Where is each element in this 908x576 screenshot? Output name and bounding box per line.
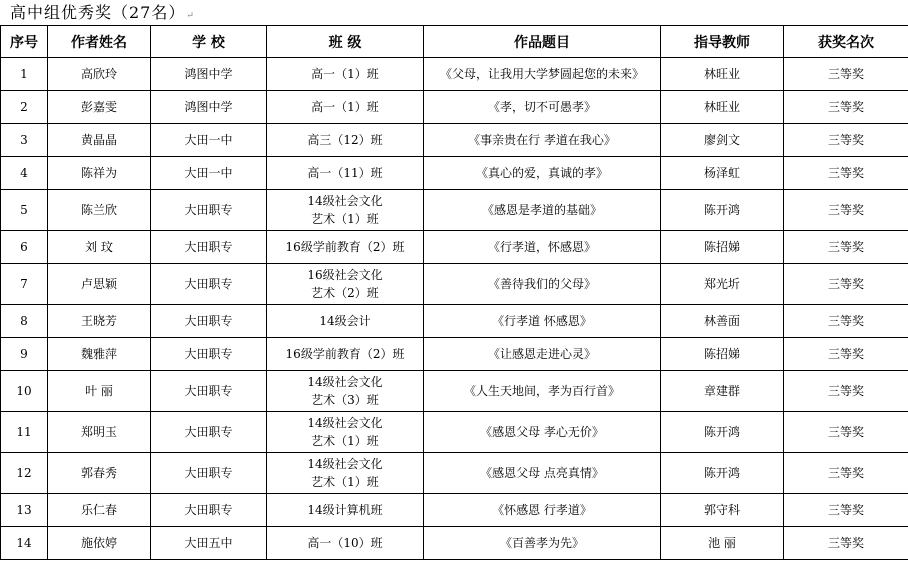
cell-class-line: 14级社会文化: [307, 416, 383, 430]
cell-school: 大田一中: [151, 157, 267, 190]
cell-title: 《善待我们的父母》: [424, 264, 661, 305]
header-school: 学 校: [151, 26, 267, 58]
cell-class-line: 16级学前教育（2）班: [285, 240, 405, 254]
cell-class: [267, 231, 424, 264]
paragraph-mark-icon: ↵: [186, 11, 195, 21]
cell-award: 三等奖: [784, 157, 908, 190]
cell-award: 三等奖: [784, 264, 908, 305]
cell-school: 大田职专: [151, 338, 267, 371]
cell-name: 魏雅萍: [48, 338, 151, 371]
cell-award: 三等奖: [784, 231, 908, 264]
cell-class: [267, 157, 424, 190]
cell-teacher: 陈开鸿: [661, 412, 784, 453]
cell-no: 12: [1, 453, 48, 494]
cell-teacher: 郭守科: [661, 494, 784, 527]
cell-school: 鸿图中学: [151, 91, 267, 124]
cell-no: 2: [1, 91, 48, 124]
cell-no: 6: [1, 231, 48, 264]
cell-class-line: 艺术（2）班: [311, 286, 379, 300]
table-row: [1, 412, 908, 453]
cell-class-line: 艺术（1）班: [311, 212, 379, 226]
cell-no: 3: [1, 124, 48, 157]
cell-title: 《感恩父母 孝心无价》: [424, 412, 661, 453]
cell-no: 1: [1, 58, 48, 91]
cell-title: 《感恩是孝道的基础》: [424, 190, 661, 231]
header-name: 作者姓名: [48, 26, 151, 58]
cell-class: [267, 412, 424, 453]
table-row: [1, 453, 908, 494]
cell-school: 大田职专: [151, 264, 267, 305]
cell-teacher: 郑光圻: [661, 264, 784, 305]
table-row: [1, 527, 908, 560]
cell-title: 《怀感恩 行孝道》: [424, 494, 661, 527]
cell-award: 三等奖: [784, 338, 908, 371]
cell-class-line: 14级社会文化: [307, 457, 383, 471]
table-row: [1, 264, 908, 305]
cell-class: [267, 124, 424, 157]
cell-no: 14: [1, 527, 48, 560]
table-body: [1, 58, 908, 560]
cell-school: 鸿图中学: [151, 58, 267, 91]
cell-class-line: 艺术（1）班: [311, 475, 379, 489]
cell-class-line: 16级学前教育（2）班: [285, 347, 405, 361]
page-title: [10, 2, 195, 24]
table-row: [1, 124, 908, 157]
cell-no: 13: [1, 494, 48, 527]
cell-name: 卢思颖: [48, 264, 151, 305]
cell-school: 大田五中: [151, 527, 267, 560]
cell-no: 8: [1, 305, 48, 338]
cell-school: 大田职专: [151, 371, 267, 412]
cell-class: [267, 305, 424, 338]
cell-teacher: 廖剑文: [661, 124, 784, 157]
cell-award: 三等奖: [784, 453, 908, 494]
cell-title: 《百善孝为先》: [424, 527, 661, 560]
table-row: [1, 58, 908, 91]
cell-teacher: 林善面: [661, 305, 784, 338]
cell-name: 陈祥为: [48, 157, 151, 190]
cell-class-line: 高一（11）班: [307, 166, 383, 180]
cell-class: [267, 338, 424, 371]
cell-school: 大田职专: [151, 305, 267, 338]
cell-no: 4: [1, 157, 48, 190]
cell-class: [267, 264, 424, 305]
cell-award: 三等奖: [784, 91, 908, 124]
cell-title: 《人生天地间，孝为百行首》: [424, 371, 661, 412]
cell-class-line: 高一（1）班: [311, 100, 379, 114]
cell-award: 三等奖: [784, 124, 908, 157]
cell-school: 大田一中: [151, 124, 267, 157]
cell-school: 大田职专: [151, 494, 267, 527]
cell-class: [267, 190, 424, 231]
cell-teacher: 陈开鸿: [661, 190, 784, 231]
cell-name: 乐仁春: [48, 494, 151, 527]
cell-school: 大田职专: [151, 453, 267, 494]
cell-title: 《父母，让我用大学梦圆起您的未来》: [424, 58, 661, 91]
cell-name: 彭嘉雯: [48, 91, 151, 124]
cell-name: 黄晶晶: [48, 124, 151, 157]
cell-school: 大田职专: [151, 412, 267, 453]
header-teacher: 指导教师: [661, 26, 784, 58]
cell-teacher: 章建群: [661, 371, 784, 412]
table-row: [1, 91, 908, 124]
cell-no: 11: [1, 412, 48, 453]
cell-name: 陈兰欣: [48, 190, 151, 231]
cell-title: 《行孝道 怀感恩》: [424, 305, 661, 338]
cell-name: 郑明玉: [48, 412, 151, 453]
cell-teacher: 池 丽: [661, 527, 784, 560]
cell-name: 高欣玲: [48, 58, 151, 91]
cell-class: [267, 58, 424, 91]
cell-class-line: 高一（1）班: [311, 67, 379, 81]
cell-class-line: 16级社会文化: [307, 268, 383, 282]
cell-class: [267, 91, 424, 124]
awards-table: [0, 25, 908, 560]
cell-teacher: 陈招娣: [661, 231, 784, 264]
cell-award: 三等奖: [784, 305, 908, 338]
cell-title: 《真心的爱，真诚的孝》: [424, 157, 661, 190]
table-row: [1, 371, 908, 412]
cell-class-line: 艺术（1）班: [311, 434, 379, 448]
cell-school: 大田职专: [151, 231, 267, 264]
cell-no: 10: [1, 371, 48, 412]
cell-award: 三等奖: [784, 58, 908, 91]
cell-class-line: 14级社会文化: [307, 375, 383, 389]
cell-class: [267, 453, 424, 494]
cell-class: [267, 371, 424, 412]
header-row: [1, 26, 908, 58]
cell-name: 施依婷: [48, 527, 151, 560]
table-row: [1, 305, 908, 338]
cell-class-line: 高三（12）班: [307, 133, 383, 147]
cell-class-line: 艺术（3）班: [311, 393, 379, 407]
table-row: [1, 231, 908, 264]
cell-title: 《事亲贵在行 孝道在我心》: [424, 124, 661, 157]
cell-teacher: 林旺业: [661, 58, 784, 91]
cell-name: 郭春秀: [48, 453, 151, 494]
cell-class-line: 高一（10）班: [307, 536, 383, 550]
header-no: 序号: [1, 26, 48, 58]
cell-title: 《感恩父母 点亮真情》: [424, 453, 661, 494]
cell-class-line: 14级计算机班: [307, 503, 383, 517]
cell-class: [267, 494, 424, 527]
cell-title: 《让感恩走进心灵》: [424, 338, 661, 371]
header-award: 获奖名次: [784, 26, 908, 58]
cell-name: 叶 丽: [48, 371, 151, 412]
table-row: [1, 494, 908, 527]
header-class: 班 级: [267, 26, 424, 58]
cell-title: 《行孝道，怀感恩》: [424, 231, 661, 264]
cell-teacher: 陈开鸿: [661, 453, 784, 494]
table-row: [1, 190, 908, 231]
cell-class-line: 14级会计: [319, 314, 371, 328]
cell-class: [267, 527, 424, 560]
cell-award: 三等奖: [784, 494, 908, 527]
table-row: [1, 338, 908, 371]
cell-class-line: 14级社会文化: [307, 194, 383, 208]
cell-name: 王晓芳: [48, 305, 151, 338]
cell-award: 三等奖: [784, 190, 908, 231]
cell-name: 刘 玟: [48, 231, 151, 264]
cell-teacher: 陈招娣: [661, 338, 784, 371]
cell-award: 三等奖: [784, 412, 908, 453]
cell-teacher: 杨泽虹: [661, 157, 784, 190]
header-title: 作品题目: [424, 26, 661, 58]
cell-award: 三等奖: [784, 527, 908, 560]
cell-award: 三等奖: [784, 371, 908, 412]
cell-teacher: 林旺业: [661, 91, 784, 124]
table-row: [1, 157, 908, 190]
cell-no: 9: [1, 338, 48, 371]
cell-no: 5: [1, 190, 48, 231]
page-title-text: 高中组优秀奖（27名）: [10, 3, 186, 22]
cell-school: 大田职专: [151, 190, 267, 231]
cell-title: 《孝，切不可愚孝》: [424, 91, 661, 124]
cell-no: 7: [1, 264, 48, 305]
